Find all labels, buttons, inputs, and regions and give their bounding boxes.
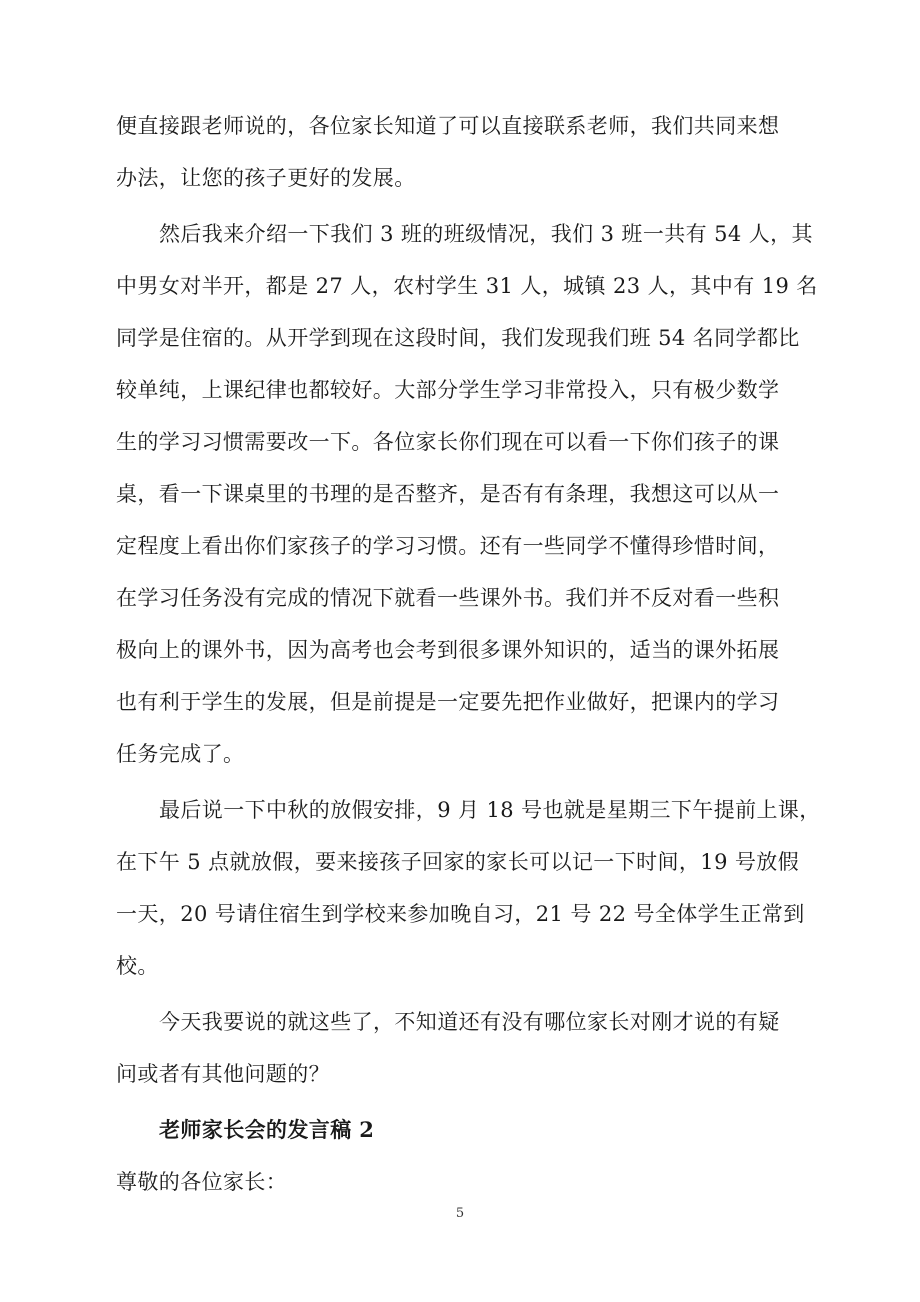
- salutation: 尊敬的各位家长：: [116, 1170, 288, 1194]
- paragraph-2-line-8: 在学习任务没有完成的情况下就看一些课外书。我们并不反对看一些积: [116, 586, 780, 610]
- paragraph-1-line-2: 办法，让您的孩子更好的发展。: [116, 166, 416, 190]
- paragraph-2-line-7: 定程度上看出你们家孩子的学习习惯。还有一些同学不懂得珍惜时间，: [116, 534, 780, 558]
- paragraph-2-line-3: 同学是住宿的。从开学到现在这段时间，我们发现我们班 54 名同学都比: [116, 326, 800, 350]
- paragraph-3-line-3: 一天，20 号请住宿生到学校来参加晚自习，21 号 22 号全体学生正常到: [116, 902, 805, 926]
- paragraph-3-line-2: 在下午 5 点就放假，要来接孩子回家的家长可以记一下时间，19 号放假: [116, 850, 800, 874]
- paragraph-4-line-1: 今天我要说的就这些了，不知道还有没有哪位家长对刚才说的有疑: [159, 1010, 780, 1034]
- paragraph-2-line-5: 生的学习习惯需要改一下。各位家长你们现在可以看一下你们孩子的课: [116, 430, 780, 454]
- paragraph-2-line-6: 桌，看一下课桌里的书理的是否整齐，是否有有条理，我想这可以从一: [116, 482, 780, 506]
- paragraph-2-line-2: 中男女对半开，都是 27 人，农村学生 31 人，城镇 23 人，其中有 19 名: [116, 274, 818, 298]
- paragraph-1-line-1: 便直接跟老师说的，各位家长知道了可以直接联系老师，我们共同来想: [116, 114, 780, 138]
- paragraph-3-line-4: 校。: [116, 954, 159, 978]
- paragraph-2-line-4: 较单纯，上课纪律也都较好。大部分学生学习非常投入，只有极少数学: [116, 378, 780, 402]
- paragraph-4-line-2: 问或者有其他问题的？: [116, 1062, 330, 1086]
- paragraph-3-line-1: 最后说一下中秋的放假安排，9 月 18 号也就是星期三下午提前上课，: [159, 798, 821, 822]
- section-heading: 老师家长会的发言稿 2: [159, 1117, 375, 1142]
- paragraph-2-line-10: 也有利于学生的发展，但是前提是一定要先把作业做好，把课内的学习: [116, 690, 780, 714]
- paragraph-2-line-1: 然后我来介绍一下我们 3 班的班级情况，我们 3 班一共有 54 人，其: [159, 222, 813, 246]
- page-number: 5: [455, 1206, 465, 1221]
- paragraph-2-line-9: 极向上的课外书，因为高考也会考到很多课外知识的，适当的课外拓展: [116, 638, 780, 662]
- paragraph-2-line-11: 任务完成了。: [116, 742, 245, 766]
